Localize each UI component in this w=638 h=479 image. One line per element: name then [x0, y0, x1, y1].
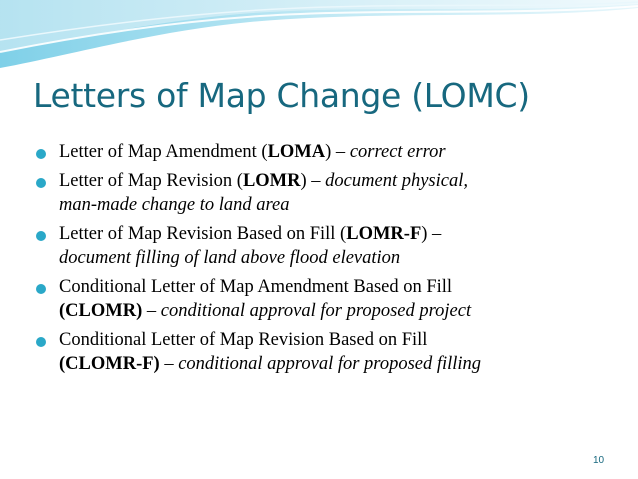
- page-number: 10: [593, 455, 605, 466]
- bullet-description: correct error: [349, 142, 446, 162]
- bullet-text: Letter of Map Revision Based on Fill (: [59, 223, 347, 244]
- bullet-line: [59, 222, 634, 247]
- bullet-item-clomr-f: [34, 328, 634, 377]
- bullet-text: ) –: [421, 223, 442, 244]
- bullet-dot-icon: [36, 178, 46, 188]
- bullet-list: [34, 140, 634, 381]
- bullet-line: [59, 352, 634, 377]
- bullet-abbreviation: LOMA: [267, 142, 326, 162]
- bullet-text: Letter of Map Revision (: [59, 170, 243, 191]
- bullet-item-loma: [34, 140, 634, 165]
- header-wave-decoration: [0, 0, 638, 80]
- bullet-text: –: [142, 301, 161, 321]
- bullet-item-lomr-f: [34, 222, 634, 271]
- bullet-description-continued: man-made change to land area: [59, 195, 290, 215]
- bullet-abbreviation: LOMR-F: [346, 223, 422, 244]
- bullet-dot-icon: [36, 231, 46, 241]
- bullet-item-clomr: [34, 275, 634, 324]
- bullet-text: ) –: [300, 170, 326, 191]
- bullet-line: Conditional Letter of Map Revision Based on Fill: [59, 329, 428, 350]
- bullet-dot-icon: [36, 337, 46, 347]
- bullet-text: ) –: [325, 142, 350, 162]
- bullet-abbreviation: (CLOMR): [59, 301, 143, 321]
- bullet-line: [59, 140, 634, 165]
- bullet-description: document filling of land above flood elevation: [59, 248, 401, 268]
- bullet-dot-icon: [36, 149, 46, 159]
- bullet-dot-icon: [36, 284, 46, 294]
- bullet-line: Conditional Letter of Map Amendment Based on Fill: [59, 276, 453, 297]
- bullet-abbreviation: LOMR: [242, 170, 301, 191]
- bullet-description: conditional approval for proposed filling: [178, 354, 482, 374]
- slide-title: Letters of Map Change (LOMC): [33, 76, 530, 115]
- bullet-item-lomr: [34, 169, 634, 218]
- bullet-description: document physical,: [325, 170, 468, 191]
- bullet-description: conditional approval for proposed project: [160, 301, 472, 321]
- bullet-line: [59, 169, 634, 194]
- bullet-text: Letter of Map Amendment (: [59, 142, 268, 162]
- bullet-text: –: [159, 354, 179, 374]
- bullet-abbreviation: (CLOMR-F): [59, 354, 160, 374]
- bullet-line: [59, 299, 634, 324]
